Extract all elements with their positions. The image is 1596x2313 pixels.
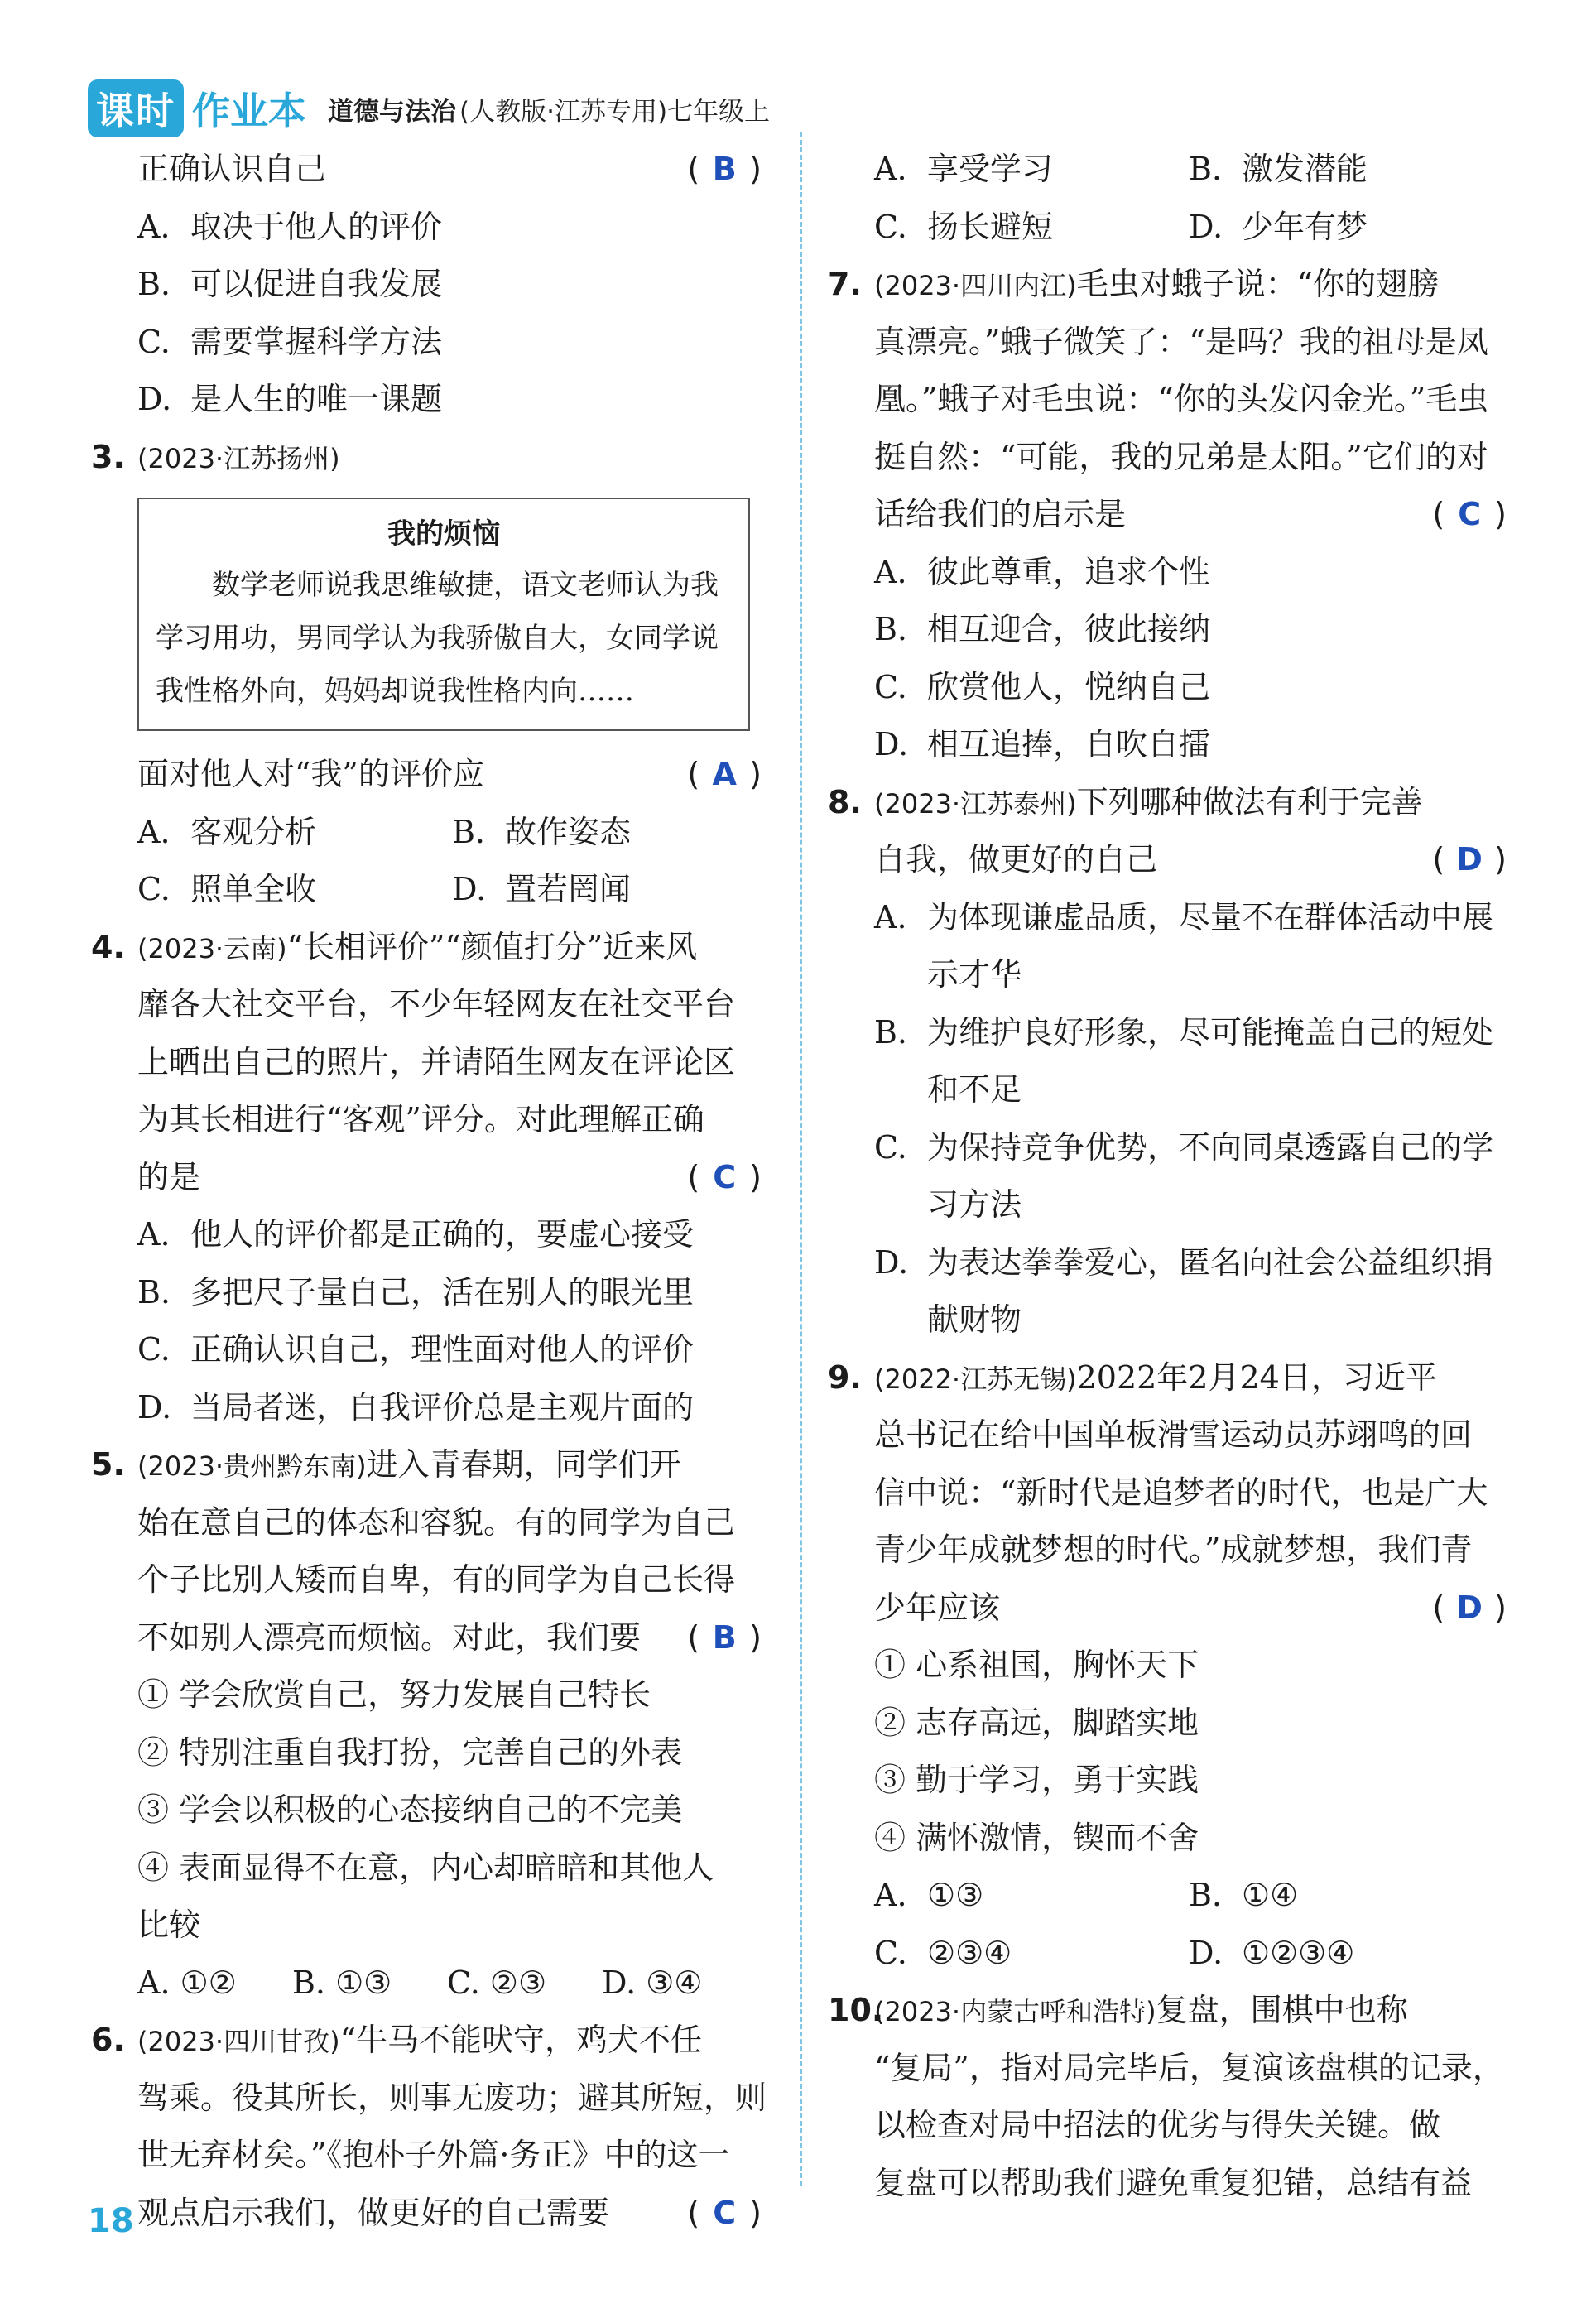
logo-suffix: 作业本 [192, 89, 306, 133]
question-stem: 观点启示我们，做更好的自己需要 ( C ) [91, 2185, 770, 2243]
option-cont: 和不足 [927, 1071, 1022, 1108]
option-row [828, 199, 1515, 257]
option: D. 是人生的唯一课题 [137, 381, 443, 417]
numbered-item: ③ 学会以积极的心态接纳自己的不完美 [137, 1791, 683, 1828]
question-stem: 的是 ( C ) [91, 1149, 770, 1207]
question-text: 真漂亮。”蛾子微笑了：“是吗？我的祖母是凤 [874, 323, 1488, 360]
option: A. 客观分析 [137, 813, 317, 850]
option: C. ②③④ [874, 1934, 1012, 1971]
answer-bracket: ( B ) [687, 141, 762, 199]
question-text: 总书记在给中国单板滑雪运动员苏翊鸣的回 [874, 1416, 1473, 1453]
question-5: 5. (2023·贵州黔东南)进入青春期，同学们开 [91, 1436, 770, 1494]
option: B. ①③ [292, 1964, 392, 2001]
option: B. ①④ [1189, 1877, 1299, 1913]
option-cont: 习方法 [927, 1186, 1022, 1223]
answer-bracket: ( D ) [1432, 831, 1507, 889]
answer-bracket: ( B ) [687, 1609, 762, 1667]
question-stem: 少年应该 ( D ) [828, 1580, 1515, 1637]
question-source: (2023·江苏泰州) [874, 787, 1077, 820]
option: A. 取决于他人的评价 [137, 208, 443, 245]
option-cont: 示才华 [927, 956, 1022, 993]
material-box [137, 498, 750, 731]
answer-bracket: ( D ) [1432, 1580, 1507, 1637]
option-row [828, 141, 1515, 199]
question-stem: 不如别人漂亮而烦恼。对此，我们要 ( B ) [91, 1609, 770, 1667]
question-text: 复盘可以帮助我们避免重复犯错，总结有益 [874, 2164, 1473, 2201]
option: A. 他人的评价都是正确的，要虚心接受 [137, 1216, 695, 1253]
question-8: 8. (2023·江苏泰州)下列哪种做法有利于完善 [828, 774, 1515, 832]
question-text: 青少年成就梦想的时代。”成就梦想，我们青 [874, 1532, 1473, 1568]
option: D. ③④ [602, 1964, 703, 2001]
question-number: 6. [91, 2022, 125, 2058]
edition-label: (人教版·江苏专用)七年级上 [459, 96, 771, 127]
question-3 [91, 429, 770, 487]
question-source: (2023·四川甘孜) [137, 2026, 340, 2057]
question-text: 靡各大社交平台，不少年轻网友在社交平台 [137, 986, 736, 1022]
option-cont: 献财物 [927, 1301, 1022, 1338]
answer-bracket: ( A ) [687, 746, 762, 804]
answer-value: A [712, 756, 737, 792]
subject-title: 道德与法治 [328, 96, 456, 127]
column-divider [800, 132, 802, 2186]
option: D. 当局者迷，自我评价总是主观片面的 [137, 1388, 695, 1426]
numbered-item: ① 心系祖国，胸怀天下 [874, 1647, 1199, 1683]
question-text: 信中说：“新时代是追梦者的时代，也是广大 [874, 1474, 1488, 1511]
numbered-item: ③ 勤于学习，勇于实践 [874, 1762, 1199, 1798]
option: A. ①③ [874, 1877, 984, 1913]
numbered-item: ② 特别注重自我打扮，完善自己的外表 [137, 1734, 683, 1771]
option: D. 置若罔闻 [452, 871, 632, 907]
question-number: 10. [828, 1992, 884, 2028]
question-text: 上晒出自己的照片，并请陌生网友在评论区 [137, 1043, 736, 1080]
question-text: 个子比别人矮而自卑，有的同学为自己长得 [137, 1561, 736, 1598]
option: D. 为表达拳拳爱心，匿名向社会公益组织捐 [874, 1243, 1494, 1281]
question-stem: 正确认识自己 ( B ) [91, 141, 770, 199]
answer-bracket: ( C ) [687, 2185, 762, 2243]
option: B. 多把尺子量自己，活在别人的眼光里 [137, 1273, 695, 1310]
question-source: (2023·江苏扬州) [137, 442, 340, 474]
page-number: 18 [88, 2202, 134, 2240]
question-text: 以检查对局中招法的优劣与得失关键。做 [874, 2107, 1441, 2143]
answer-value: C [713, 1158, 737, 1195]
option: C. 正确认识自己，理性面对他人的评价 [137, 1331, 695, 1368]
question-source: (2023·云南) [137, 932, 287, 964]
option: D. ①②③④ [1189, 1934, 1355, 1971]
question-text: 驾乘。役其所长，则事无废功；避其所短，则 [137, 2079, 767, 2116]
numbered-item: ④ 满怀激情，锲而不舍 [874, 1819, 1199, 1856]
option: C. 扬长避短 [874, 208, 1054, 245]
question-source: (2022·江苏无锡) [874, 1363, 1077, 1395]
question-source: (2023·四川内江) [874, 270, 1077, 301]
answer-value: D [1456, 1589, 1483, 1626]
answer-bracket: ( C ) [1432, 486, 1507, 544]
numbered-item: ① 学会欣赏自己，努力发展自己特长 [137, 1676, 651, 1713]
answer-bracket: ( C ) [687, 1149, 762, 1207]
answer-value: C [1458, 496, 1482, 532]
option: A. ①② [137, 1964, 237, 2001]
right-column [828, 141, 1515, 2212]
question-text: 世无弃材矣。”《抱朴子外篇·务正》中的这一 [137, 2137, 730, 2173]
material-text: 数学老师说我思维敏捷，语文老师认为我学习用功，男同学认为我骄傲自大，女同学说我性格外向，妈妈却说我性格内向…… [156, 569, 719, 708]
option-row [91, 804, 770, 862]
question-source: (2023·贵州黔东南) [137, 1450, 367, 1482]
answer-value: B [712, 1618, 737, 1656]
numbered-item-cont: 比较 [137, 1907, 201, 1943]
logo-main: 课时 [88, 79, 184, 137]
question-6: 6. (2023·四川甘孜)“牛马不能吠守，鸡犬不任 [91, 2012, 770, 2070]
option-row [91, 861, 770, 919]
option: A. 享受学习 [874, 151, 1054, 187]
option: D. 少年有梦 [1189, 208, 1368, 245]
question-number: 3. [91, 438, 125, 475]
question-stem: 自我，做更好的自己 ( D ) [828, 831, 1515, 889]
option: B. 相互迎合，彼此接纳 [874, 611, 1211, 647]
question-number: 9. [828, 1358, 862, 1396]
page-header [88, 79, 770, 137]
option: D. 相互追捧，自吹自擂 [874, 726, 1211, 762]
option-row [91, 1955, 770, 2012]
numbered-item: ② 志存高远，脚踏实地 [874, 1704, 1199, 1741]
option: C. 照单全收 [137, 871, 317, 907]
question-stem: 面对他人对“我”的评价应 ( A ) [91, 746, 770, 804]
answer-value: C [713, 2194, 737, 2231]
option-row [828, 1925, 1515, 1983]
option: B. 可以促进自我发展 [137, 266, 443, 302]
question-7: 7. (2023·四川内江)毛虫对蛾子说：“你的翅膀 [828, 256, 1515, 314]
question-text: 凰。”蛾子对毛虫说：“你的头发闪金光。”毛虫 [874, 381, 1489, 417]
material-title: 我的烦恼 [387, 517, 500, 551]
book-logo [88, 79, 306, 137]
option: B. 故作姿态 [452, 813, 632, 850]
option: C. ②③ [447, 1964, 547, 2001]
question-stem: 话给我们的启示是 ( C ) [828, 486, 1515, 544]
numbered-item: ④ 表面显得不在意，内心却暗暗和其他人 [137, 1849, 714, 1886]
option: C. 需要掌握科学方法 [137, 323, 443, 360]
question-text: “复局”，指对局完毕后，复演该盘棋的记录， [874, 2049, 1504, 2086]
option: A. 彼此尊重，追求个性 [874, 553, 1211, 590]
question-10: 10. (2023·内蒙古呼和浩特)复盘，围棋中也称 [828, 1982, 1515, 2040]
question-number: 7. [828, 266, 862, 302]
question-number: 5. [91, 1446, 125, 1483]
question-text: 始在意自己的体态和容貌。有的同学为自己 [137, 1503, 736, 1541]
question-text: 为其长相进行“客观”评分。对此理解正确 [137, 1101, 704, 1137]
option: B. 激发潜能 [1189, 151, 1368, 187]
question-number: 4. [91, 928, 125, 965]
option: C. 为保持竞争优势，不向同桌透露自己的学 [874, 1128, 1494, 1166]
answer-value: B [712, 151, 737, 187]
option-row [828, 1867, 1515, 1925]
question-text: 挺自然：“可能，我的兄弟是太阳。”它们的对 [874, 438, 1488, 475]
question-4: 4. (2023·云南)“长相评价”“颜值打分”近来风 [91, 919, 770, 977]
question-9: 9. (2022·江苏无锡)2022年2月24日，习近平 [828, 1349, 1515, 1407]
left-column [91, 141, 770, 2242]
option: C. 欣赏他人，悦纳自己 [874, 668, 1211, 705]
question-source: (2023·内蒙古呼和浩特) [874, 1996, 1156, 2027]
question-number: 8. [828, 783, 862, 820]
option: B. 为维护良好形象，尽可能掩盖自己的短处 [874, 1013, 1494, 1051]
answer-value: D [1456, 841, 1483, 878]
option: A. 为体现谦虚品质，尽量不在群体活动中展 [874, 898, 1494, 935]
